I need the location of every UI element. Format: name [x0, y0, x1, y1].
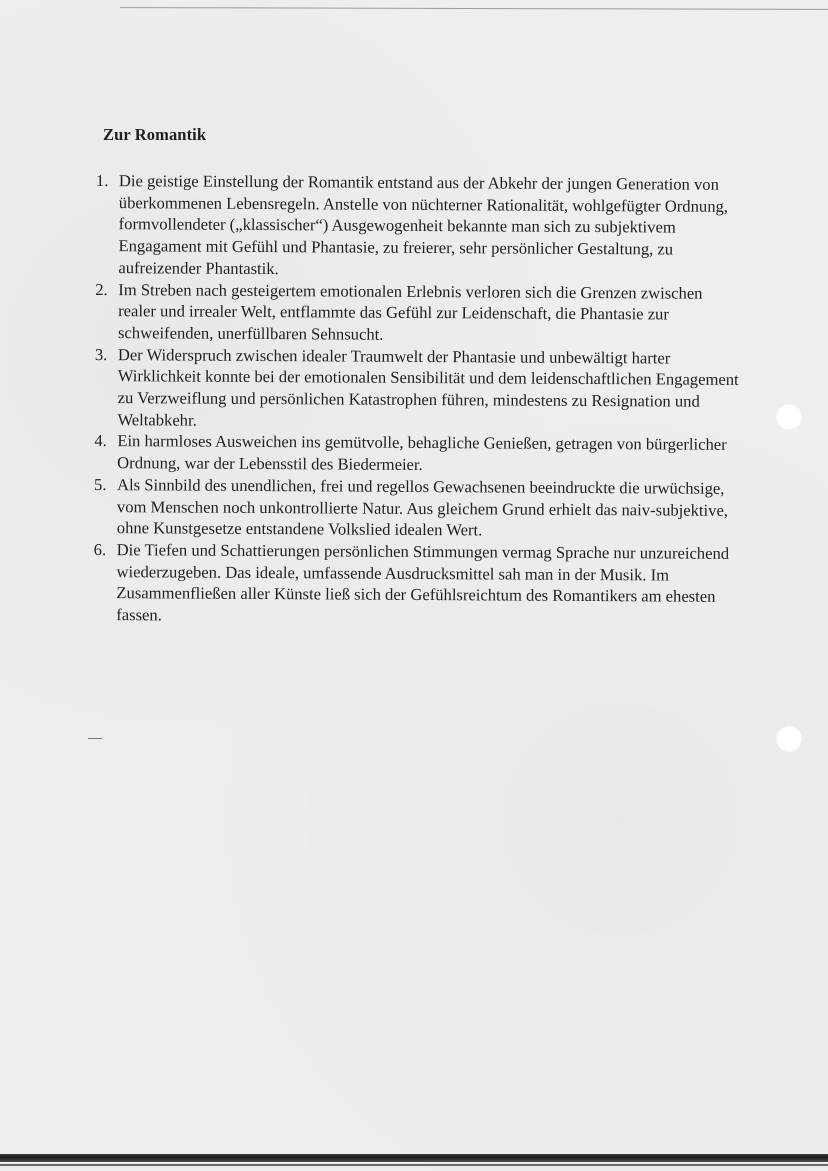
list-item-text: Die Tiefen und Schattierungen persönlichen Stimmungen vermag Sprache nur unzureichend wiederzugeben. Das ideale, umfassende Ausdrucksmittel sah man in der Musik. Im Zusammenfließen aller Künste ließ sich der Gefühlsreichtum des Romantikers am ehesten fassen. [116, 540, 730, 625]
list-item-number: 3. [94, 344, 108, 364]
list-item-number: 6. [93, 539, 107, 560]
list-item-text: Im Streben nach gesteigertem emotionalen Erlebnis verloren sich die Grenzen zwischen realer und irrealer Welt, entflammte das Gefühl zur Leidenschaft, die Phantasie zur schweifenden, unerfüllbaren Sehnsucht. [117, 279, 703, 344]
list-item-number: 1. [95, 170, 109, 191]
list-item-number: 4. [94, 431, 107, 451]
list-item-text: Als Sinnbild des unendlichen, frei und regellos Gewachsenen beeindruckte die urwüchsige, vom Menschen noch unkontrollierte Natur. Aus gleichem Grund erhielt das naiv-subjektive, ohne Kunstgesetze entstandene Volkslied idealen Wert. [116, 474, 729, 540]
stray-mark [88, 738, 102, 739]
list-item-number: 2. [95, 279, 108, 299]
top-edge-line [120, 7, 828, 10]
page-title: Zur Romantik [103, 125, 207, 144]
list-item [95, 279, 743, 348]
scan-bottom-edge [0, 1154, 828, 1162]
list-item [93, 539, 742, 630]
list-item [94, 344, 743, 435]
list-item-text: Ein harmloses Ausweichen ins gemütvolle, behagliche Genießen, getragen von bürgerlicher Ordnung, war der Lebensstil des Biedermeier. [117, 431, 727, 475]
list-item-text: Die geistige Einstellung der Romantik entstand aus der Abkehr der jungen Generation von überkommenen Lebensregeln. Anstelle von nüchterner Rationalität, wohlgefügter Ordnung, formvollendeter („klassischer“) Ausgewogenheit bekannte man sich zu subjektivem Engagament mit Gefühl und Phantasie, zu freierer, sehr persönlicher Gestaltung, zu aufreizender Phantastik. [118, 171, 729, 278]
punch-hole-upper [776, 404, 802, 430]
punch-hole-lower [776, 726, 802, 752]
scan-bottom-edge-shadow [0, 1164, 828, 1166]
list-item-text: Der Widerspruch zwischen idealer Traumwelt der Phantasie und unbewältigt harter Wirklichkeit konnte bei der emotionalen Sensibilität und dem leidenschaftlichen Engagement zu Verzweiflung und persönlichen Katastrophen führen, mindestens zu Resignation und Weltabkehr. [117, 344, 739, 430]
list-item [94, 430, 742, 477]
list-item [94, 474, 742, 543]
list-item [95, 170, 744, 282]
numbered-list [93, 170, 744, 630]
list-item-number: 5. [94, 474, 107, 494]
